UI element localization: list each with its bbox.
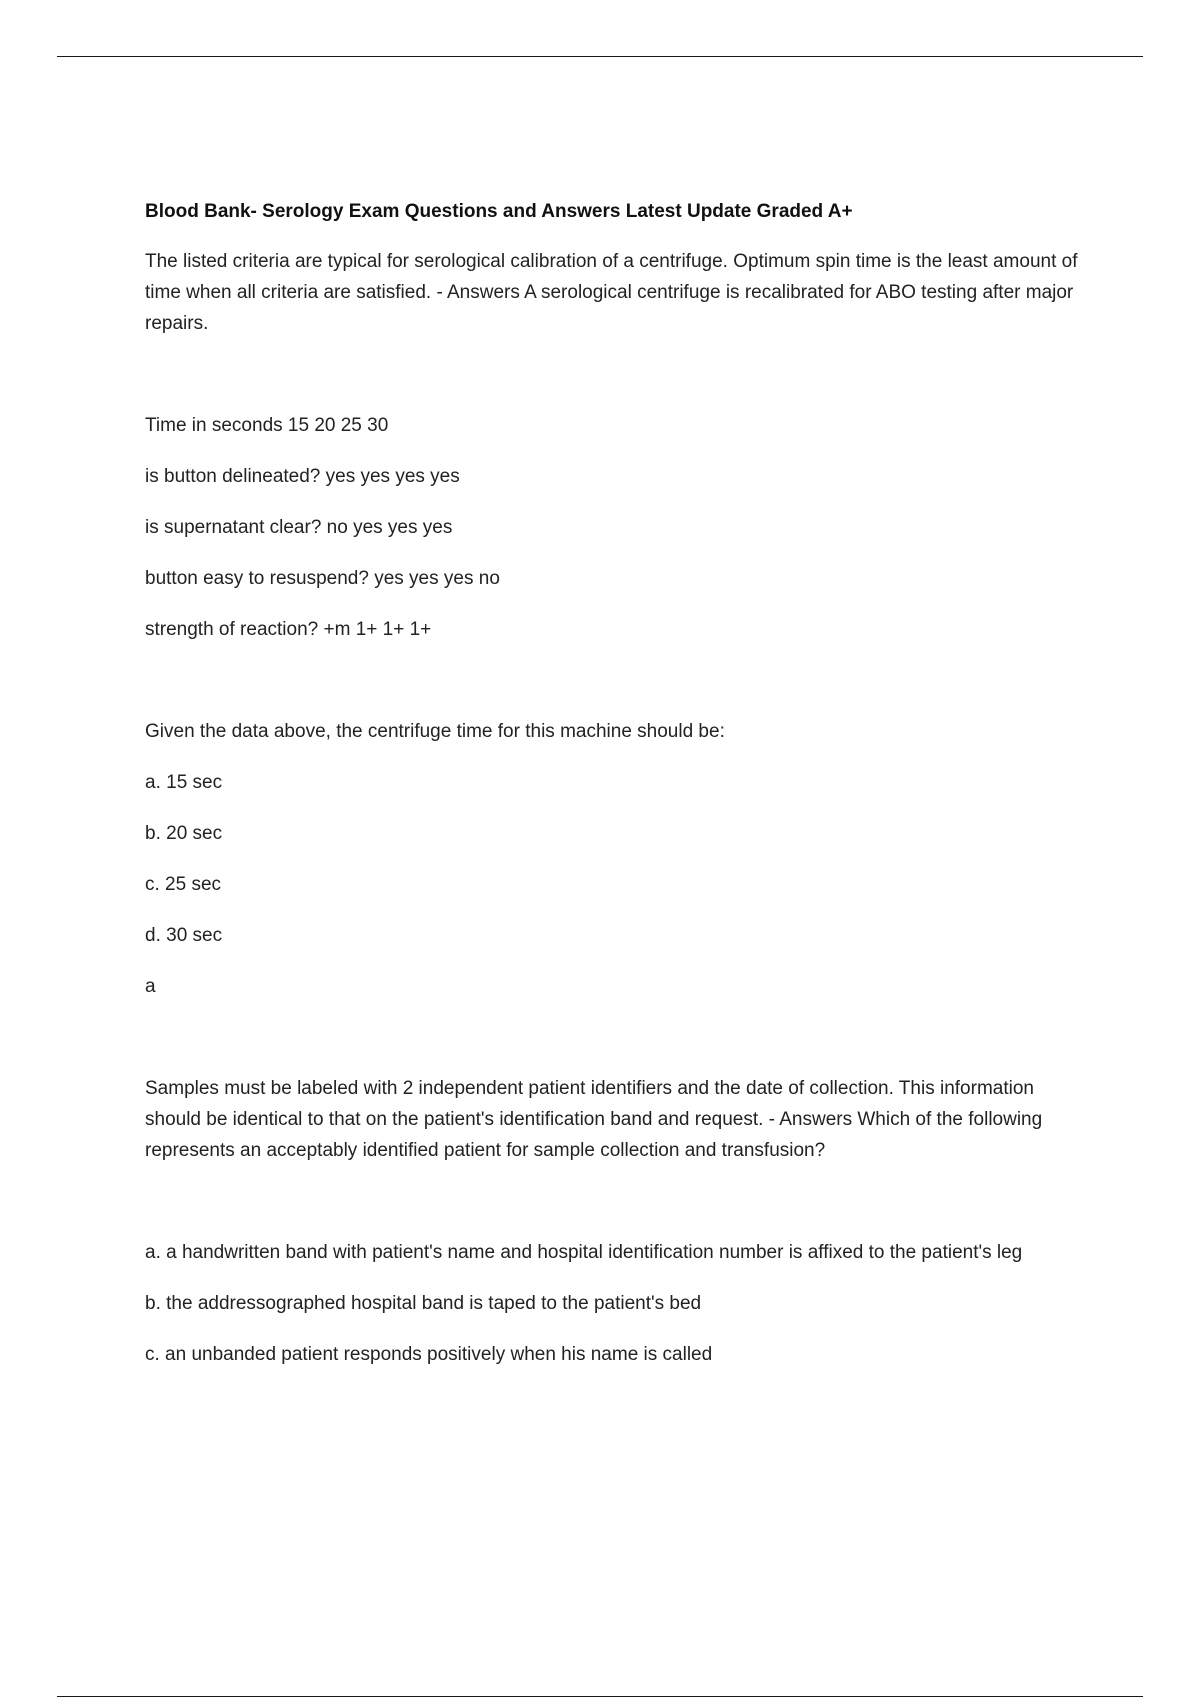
footer-rule [57,1696,1143,1697]
document-title: Blood Bank- Serology Exam Questions and Answers Latest Update Graded A+ [145,201,853,222]
question-2-option-c: c. an unbanded patient responds positively when his name is called [145,1344,713,1365]
question-1-option-d: d. 30 sec [145,925,223,946]
question-2-option-a: a. a handwritten band with patient's name and hospital identification number is affixed to the patient's leg [145,1242,1023,1263]
data-row-time: Time in seconds 15 20 25 30 [145,415,389,436]
data-row-reaction-strength: strength of reaction? +m 1+ 1+ 1+ [145,619,432,640]
spacer [145,1186,1080,1237]
document-body [145,196,1080,1390]
question-1-prompt: Given the data above, the centrifuge time for this machine should be: [145,721,725,742]
question-1-answer: a [145,976,156,997]
spacer [145,1022,1080,1073]
question-1-intro: The listed criteria are typical for serological calibration of a centrifuge. Optimum spin time is the least amount of time when all criteria are satisfied. - Answers A serological centrifuge is recalibrated for ABO testing after major repairs. [145,251,1078,334]
data-row-supernatant-clear: is supernatant clear? no yes yes yes [145,517,453,538]
question-1-option-b: b. 20 sec [145,823,223,844]
question-1-option-a: a. 15 sec [145,772,223,793]
data-row-easy-resuspend: button easy to resuspend? yes yes yes no [145,568,500,589]
data-row-button-delineated: is button delineated? yes yes yes yes [145,466,460,487]
question-2-intro: Samples must be labeled with 2 independent patient identifiers and the date of collection. This information should be identical to that on the patient's identification band and request. - Answers Which of the following represents an acceptably identified patient for sample collection and transfusion? [145,1078,1043,1161]
header-rule [57,56,1143,57]
spacer [145,359,1080,410]
question-1-option-c: c. 25 sec [145,874,222,895]
question-2-option-b: b. the addressographed hospital band is taped to the patient's bed [145,1293,702,1314]
spacer [145,665,1080,716]
